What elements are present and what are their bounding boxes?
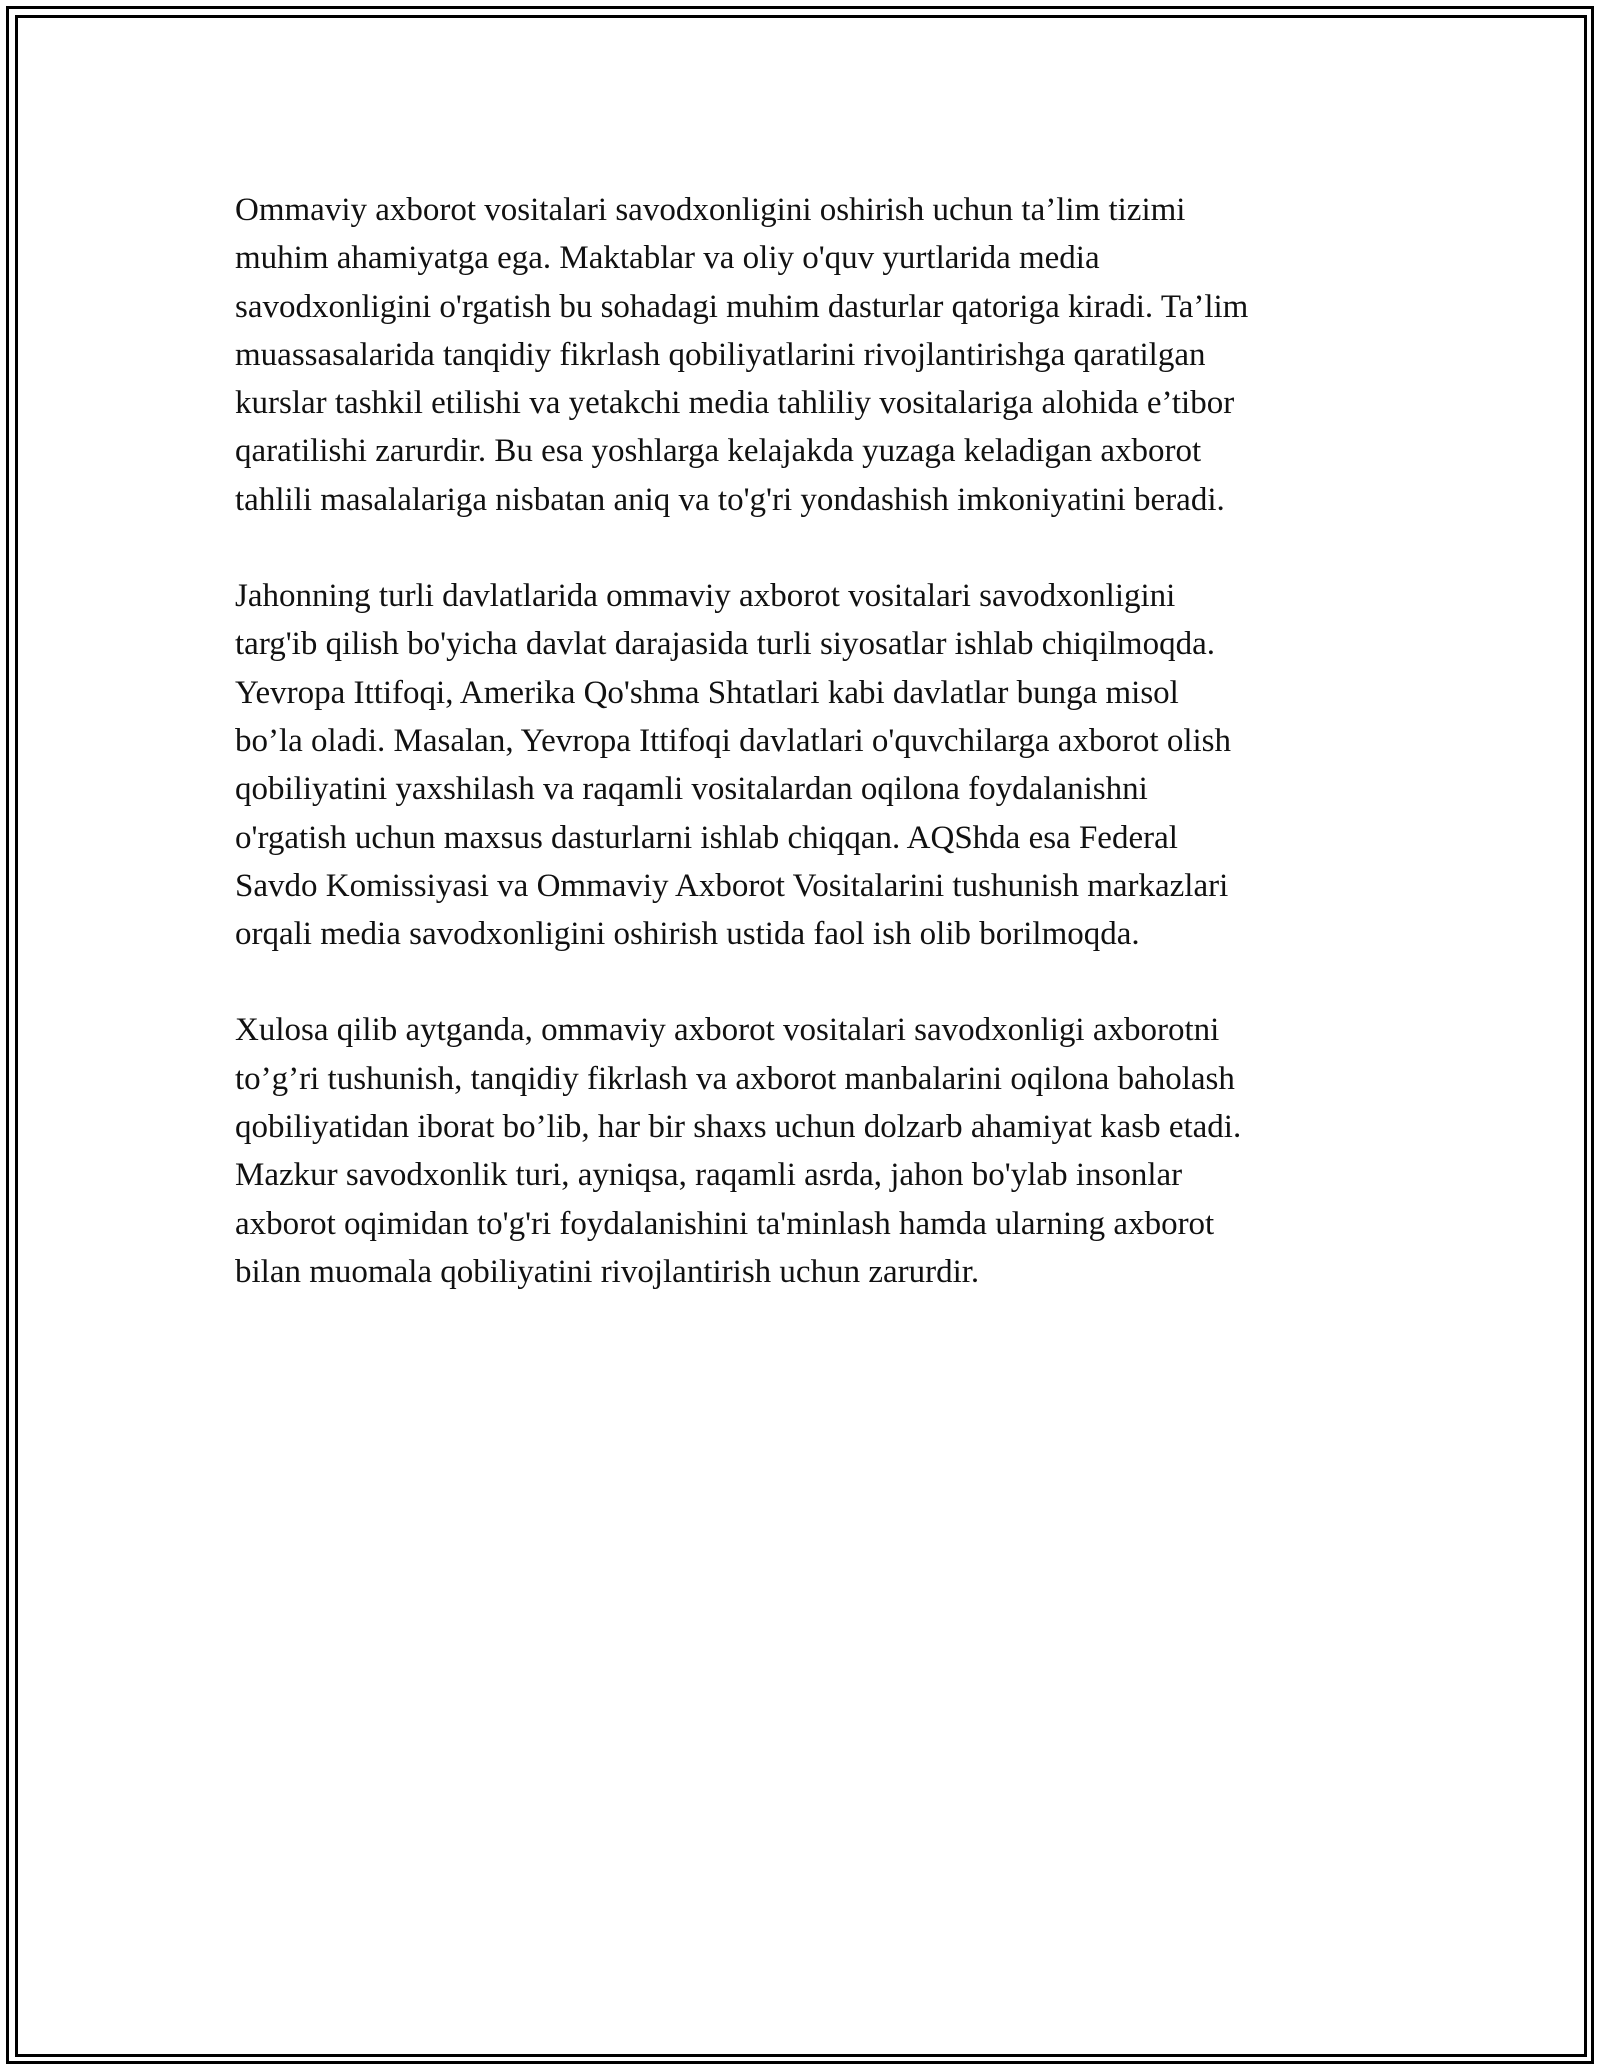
text-line: axborot oqimidan to'g'ri foydalanishini ta'minlash hamda ularning axborot <box>235 1205 1215 1242</box>
text-line: qobiliyatidan iborat bo’lib, har bir shaxs uchun dolzarb ahamiyat kasb etadi. <box>235 1109 1242 1146</box>
paragraph-2 <box>235 572 1395 958</box>
text-line: Xulosa qilib aytganda, ommaviy axborot vositalari savodxonligi axborotni <box>235 1012 1220 1049</box>
text-line: Yevropa Ittifoqi, Amerika Qo'shma Shtatlari kabi davlatlar bunga misol <box>235 674 1179 711</box>
paragraph-3 <box>235 1006 1395 1296</box>
text-line: bo’la oladi. Masalan, Yevropa Ittifoqi davlatlari o'quvchilarga axborot olish <box>235 722 1232 759</box>
text-line: kurslar tashkil etilishi va yetakchi media tahliliy vositalariga alohida e’tibor <box>235 385 1235 422</box>
text-line: qaratilishi zarurdir. Bu esa yoshlarga kelajakda yuzaga keladigan axborot <box>235 433 1202 470</box>
text-line: o'rgatish uchun maxsus dasturlarni ishlab chiqqan. AQShda esa Federal <box>235 819 1178 856</box>
text-line: bilan muomala qobiliyatini rivojlantirish uchun zarurdir. <box>235 1253 980 1290</box>
text-line: Ommaviy axborot vositalari savodxonligini oshirish uchun ta’lim tizimi <box>235 192 1186 228</box>
paragraph-1 <box>235 186 1395 524</box>
text-line: muassasalarida tanqidiy fikrlash qobiliyatlarini rivojlantirishga qaratilgan <box>235 336 1206 373</box>
text-line: savodxonligini o'rgatish bu sohadagi muhim dasturlar qatoriga kiradi. Ta’lim <box>235 288 1249 325</box>
text-line: Mazkur savodxonlik turi, ayniqsa, raqamli asrda, jahon bo'ylab insonlar <box>235 1157 1183 1194</box>
document-body <box>235 186 1395 1344</box>
text-line: Jahonning turli davlatlarida ommaviy axborot vositalari savodxonligini <box>235 578 1176 615</box>
text-line: muhim ahamiyatga ega. Maktablar va oliy o'quv yurtlarida media <box>235 240 1100 277</box>
text-line: qobiliyatini yaxshilash va raqamli vositalardan oqilona foydalanishni <box>235 771 1148 808</box>
text-line: to’g’ri tushunish, tanqidiy fikrlash va axborot manbalarini oqilona baholash <box>235 1060 1235 1097</box>
text-line: tahlili masalalariga nisbatan aniq va to'g'ri yondashish imkoniyatini beradi. <box>235 481 1225 518</box>
text-line: orqali media savodxonligini oshirish ustida faol ish olib borilmoqda. <box>235 916 1140 953</box>
text-line: Savdo Komissiyasi va Ommaviy Axborot Vositalarini tushunish markazlari <box>235 867 1229 904</box>
text-line: targ'ib qilish bo'yicha davlat darajasida turli siyosatlar ishlab chiqilmoqda. <box>235 626 1215 663</box>
